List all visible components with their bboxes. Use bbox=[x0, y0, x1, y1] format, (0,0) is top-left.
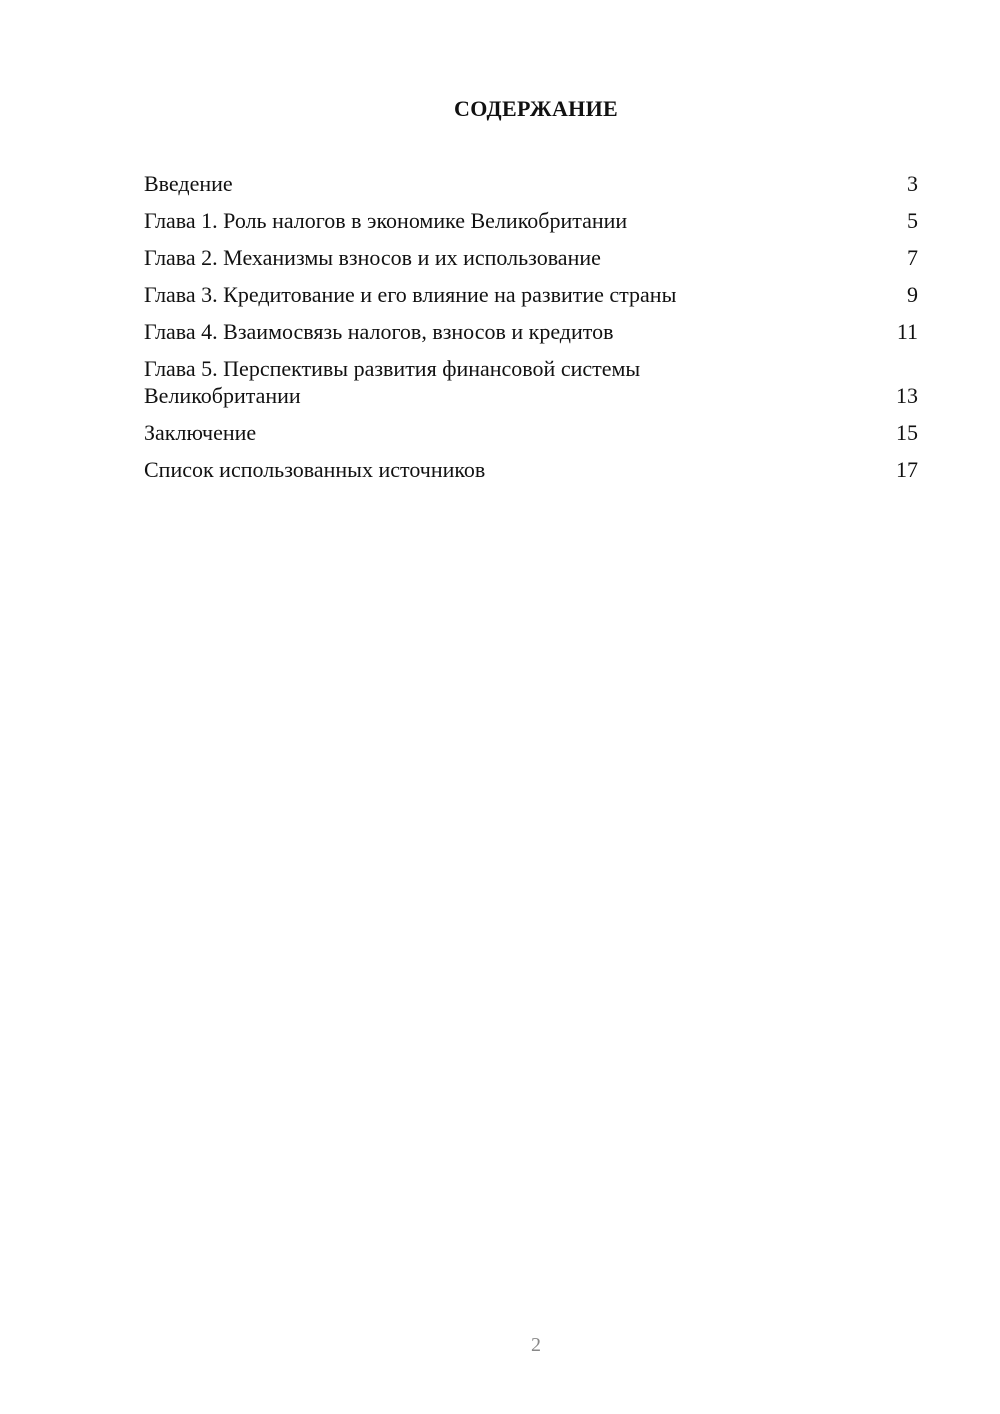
toc-entry-label: Глава 1. Роль налогов в экономике Великобритании bbox=[144, 208, 628, 233]
toc-entry-chapter-5 bbox=[144, 355, 918, 409]
toc-entry-label: Глава 5. Перспективы развития финансовой системы Великобритании bbox=[144, 356, 641, 408]
page-number: 2 bbox=[531, 1334, 541, 1356]
toc-entry-page: 5 bbox=[907, 208, 918, 233]
table-of-contents bbox=[144, 170, 918, 493]
toc-entry-page: 7 bbox=[907, 245, 918, 270]
toc-entry-page: 13 bbox=[896, 383, 918, 408]
toc-entry-page: 11 bbox=[896, 319, 918, 344]
toc-entry-page: 17 bbox=[896, 457, 918, 482]
toc-entry-label: Глава 3. Кредитование и его влияние на развитие страны bbox=[144, 282, 677, 307]
toc-entry-label: Глава 4. Взаимосвязь налогов, взносов и кредитов bbox=[144, 319, 614, 344]
toc-entry-chapter-1 bbox=[144, 207, 918, 234]
toc-entry-chapter-2 bbox=[144, 244, 918, 271]
toc-entry-label: Введение bbox=[144, 171, 233, 196]
toc-entry-chapter-4 bbox=[144, 318, 918, 345]
toc-title: СОДЕРЖАНИЕ bbox=[454, 96, 618, 121]
toc-entry-label: Заключение bbox=[144, 420, 257, 445]
toc-entry-chapter-3 bbox=[144, 281, 918, 308]
toc-entry-conclusion bbox=[144, 419, 918, 446]
toc-entry-page: 9 bbox=[907, 282, 918, 307]
toc-entry-page: 3 bbox=[907, 171, 918, 196]
toc-entry-label: Список использованных источников bbox=[144, 457, 486, 482]
toc-entry-page: 15 bbox=[896, 420, 918, 445]
toc-entry-references bbox=[144, 456, 918, 483]
toc-entry-label: Глава 2. Механизмы взносов и их использование bbox=[144, 245, 601, 270]
toc-entry-introduction bbox=[144, 170, 918, 197]
